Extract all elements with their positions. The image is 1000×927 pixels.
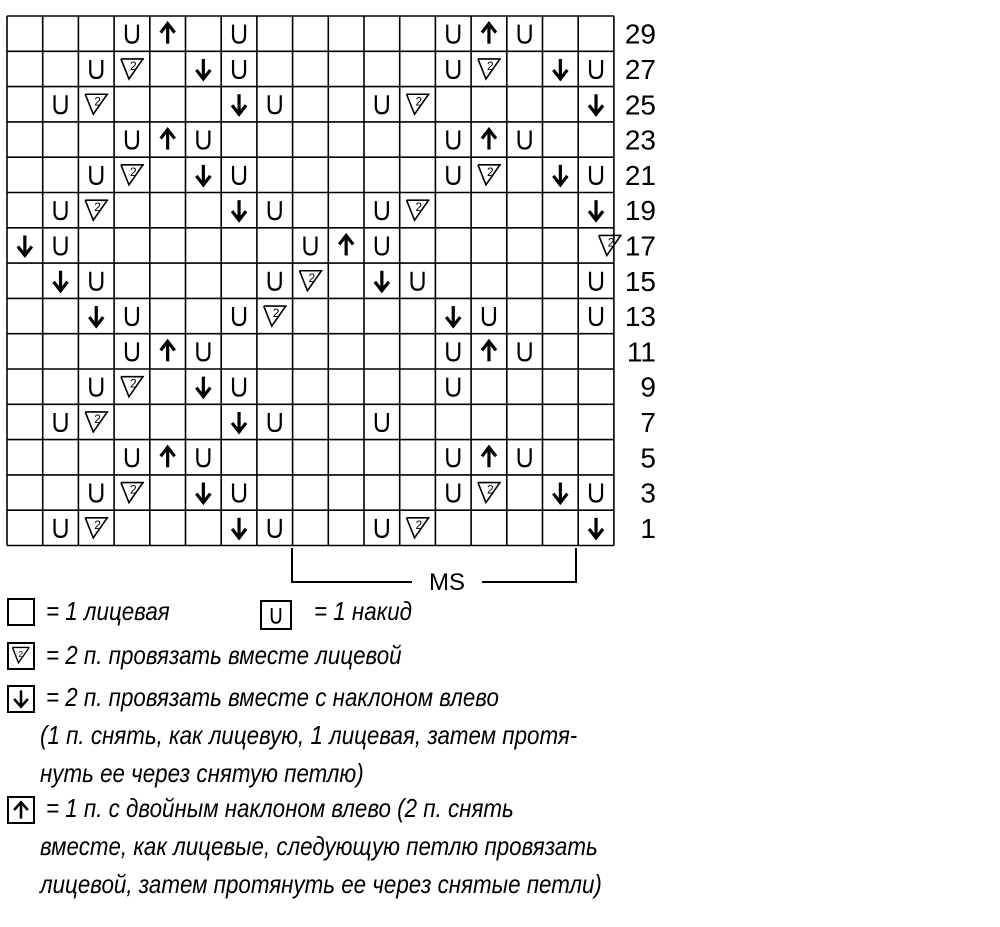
ssk-icon — [232, 94, 246, 114]
yarn-over-icon — [447, 342, 459, 360]
yarn-over-icon — [55, 236, 67, 254]
yarn-over-icon — [412, 272, 424, 290]
yarn-over-icon — [519, 448, 531, 466]
k2tog-icon — [599, 235, 622, 255]
legend-double-line-2: вместе, как лицевые, следующую петлю провязать — [40, 831, 598, 861]
svg-text:2: 2 — [415, 517, 423, 532]
yarn-over-icon — [483, 307, 495, 325]
yarn-over-icon — [269, 413, 281, 431]
yarn-over-icon — [233, 25, 245, 43]
yarn-over-icon — [519, 25, 531, 43]
ssk-symbol-icon — [7, 685, 35, 713]
legend-double-line-3: лицевой, затем протянуть ее через снятые петли) — [40, 869, 602, 899]
ssk-icon — [196, 165, 210, 185]
svg-text:2: 2 — [129, 164, 137, 179]
ssk-icon — [196, 59, 210, 79]
k2tog-icon — [85, 200, 108, 220]
yarn-over-icon — [126, 131, 138, 149]
yarn-over-icon — [126, 342, 138, 360]
svg-text:2: 2 — [486, 482, 494, 497]
svg-text:2: 2 — [415, 200, 423, 215]
svg-text:2: 2 — [129, 58, 137, 73]
yarn-over-icon — [376, 95, 388, 113]
ssk-icon — [232, 518, 246, 538]
ssk-icon — [89, 306, 103, 326]
k2tog-symbol-icon — [7, 642, 35, 670]
svg-text:2: 2 — [129, 376, 137, 391]
yarn-over-icon — [233, 484, 245, 502]
yarn-over-icon — [126, 25, 138, 43]
k2tog-icon — [478, 165, 501, 185]
legend-knit: = 1 лицевая — [46, 596, 170, 626]
chart-cells — [18, 24, 622, 538]
svg-text:2: 2 — [94, 200, 101, 215]
legend-yarn-over: = 1 накид — [314, 596, 413, 626]
yarn-over-icon — [90, 378, 102, 396]
row-labels — [625, 19, 656, 544]
svg-text:2: 2 — [308, 270, 316, 285]
yarn-over-icon — [55, 413, 67, 431]
svg-text:2: 2 — [486, 58, 494, 73]
yarn-over-icon — [590, 166, 602, 184]
yarn-over-icon — [376, 236, 388, 254]
ssk-icon — [553, 483, 567, 503]
row-label: 9 — [640, 371, 656, 403]
yarn-over-icon — [269, 272, 281, 290]
ssk-icon — [18, 235, 32, 255]
svg-text:2: 2 — [486, 164, 494, 179]
yarn-over-icon — [233, 60, 245, 78]
row-label: 15 — [624, 265, 656, 297]
yarn-over-icon — [590, 307, 602, 325]
row-label: 27 — [624, 53, 656, 85]
ssk-icon — [54, 271, 68, 291]
ssk-icon — [589, 518, 603, 538]
ssk-icon — [589, 94, 603, 114]
double-decrease-icon — [161, 447, 175, 467]
svg-text:2: 2 — [129, 482, 137, 497]
k2tog-icon — [121, 59, 144, 79]
yarn-over-icon — [233, 378, 245, 396]
k2tog-icon — [478, 483, 501, 503]
row-label: 1 — [640, 512, 656, 544]
k2tog-icon — [121, 377, 144, 397]
yarn-over-icon — [269, 519, 281, 537]
row-label: 29 — [624, 18, 656, 50]
k2tog-icon — [407, 200, 430, 220]
k2tog-icon — [299, 271, 322, 291]
ssk-icon — [375, 271, 389, 291]
row-label: 5 — [640, 442, 656, 474]
yarn-over-icon — [197, 342, 209, 360]
ssk-icon — [446, 306, 460, 326]
yarn-over-icon — [590, 484, 602, 502]
yarn-over-icon — [55, 201, 67, 219]
legend-k2tog: = 2 п. провязать вместе лицевой — [46, 640, 402, 670]
yarn-over-icon — [447, 60, 459, 78]
double-decrease-icon — [482, 341, 496, 361]
legend-double-line-1: = 1 п. с двойным наклоном влево (2 п. снять — [46, 793, 514, 823]
ssk-icon — [553, 165, 567, 185]
yarn-over-icon — [233, 166, 245, 184]
k2tog-icon — [85, 94, 108, 114]
ssk-icon — [232, 200, 246, 220]
yarn-over-icon — [90, 272, 102, 290]
k2tog-icon — [264, 306, 287, 326]
row-label: 23 — [624, 124, 656, 156]
row-label: 19 — [624, 195, 656, 227]
double-decrease-icon — [482, 447, 496, 467]
double-decrease-icon — [161, 130, 175, 150]
yarn-over-icon — [519, 342, 531, 360]
svg-text:2: 2 — [94, 517, 101, 532]
yarn-over-icon — [447, 131, 459, 149]
yarn-over-icon — [55, 519, 67, 537]
row-label: 3 — [640, 477, 656, 509]
yarn-over-icon — [233, 307, 245, 325]
ssk-icon — [232, 412, 246, 432]
legend-ssk-line-1: = 2 п. провязать вместе с наклоном влево — [46, 682, 499, 712]
double-decrease-symbol-icon — [7, 796, 35, 824]
ms-label: MS — [429, 569, 465, 596]
yarn-over-icon — [269, 95, 281, 113]
row-label: 11 — [626, 336, 656, 368]
legend-ssk-line-3: нуть ее через снятую петлю) — [40, 758, 364, 788]
legend-ssk-line-2: (1 п. снять, как лицевую, 1 лицевая, затем протя- — [40, 720, 578, 750]
svg-text:2: 2 — [18, 648, 24, 659]
row-label: 13 — [624, 301, 656, 333]
double-decrease-icon — [161, 341, 175, 361]
yarn-over-icon — [376, 201, 388, 219]
yarn-over-icon — [90, 484, 102, 502]
double-decrease-icon — [482, 130, 496, 150]
yarn-over-icon — [197, 131, 209, 149]
ssk-icon — [553, 59, 567, 79]
yarn-over-icon — [55, 95, 67, 113]
k2tog-icon — [407, 518, 430, 538]
k2tog-icon — [407, 94, 430, 114]
double-decrease-icon — [482, 24, 496, 44]
row-label: 17 — [624, 230, 656, 262]
row-label: 21 — [624, 159, 656, 191]
yarn-over-icon — [447, 25, 459, 43]
svg-text:2: 2 — [415, 94, 423, 109]
yarn-over-icon — [590, 60, 602, 78]
yarn-over-icon — [304, 236, 316, 254]
yarn-over-icon — [376, 413, 388, 431]
k2tog-icon — [85, 412, 108, 432]
knit-symbol-icon — [7, 598, 35, 626]
ms-repeat-bracket — [292, 548, 576, 596]
k2tog-icon — [121, 165, 144, 185]
k2tog-icon — [478, 59, 501, 79]
yarn-over-icon — [376, 519, 388, 537]
k2tog-icon — [85, 518, 108, 538]
svg-text:2: 2 — [94, 411, 101, 426]
yarn-over-icon — [447, 166, 459, 184]
yarn-over-icon — [126, 448, 138, 466]
k2tog-icon — [121, 483, 144, 503]
yarn-over-icon — [447, 484, 459, 502]
row-label: 7 — [640, 406, 656, 438]
yarn-over-symbol-icon — [260, 600, 292, 630]
yarn-over-icon — [126, 307, 138, 325]
yarn-over-icon — [197, 448, 209, 466]
double-decrease-icon — [161, 24, 175, 44]
ssk-icon — [589, 200, 603, 220]
yarn-over-icon — [447, 378, 459, 396]
ssk-icon — [196, 483, 210, 503]
row-label: 25 — [624, 89, 656, 121]
yarn-over-icon — [269, 201, 281, 219]
yarn-over-icon — [90, 60, 102, 78]
svg-text:2: 2 — [94, 94, 101, 109]
svg-text:2: 2 — [607, 235, 615, 250]
double-decrease-icon — [339, 235, 353, 255]
yarn-over-icon — [447, 448, 459, 466]
yarn-over-icon — [519, 131, 531, 149]
yarn-over-icon — [590, 272, 602, 290]
ssk-icon — [196, 377, 210, 397]
yarn-over-icon — [90, 166, 102, 184]
svg-text:2: 2 — [272, 306, 280, 321]
